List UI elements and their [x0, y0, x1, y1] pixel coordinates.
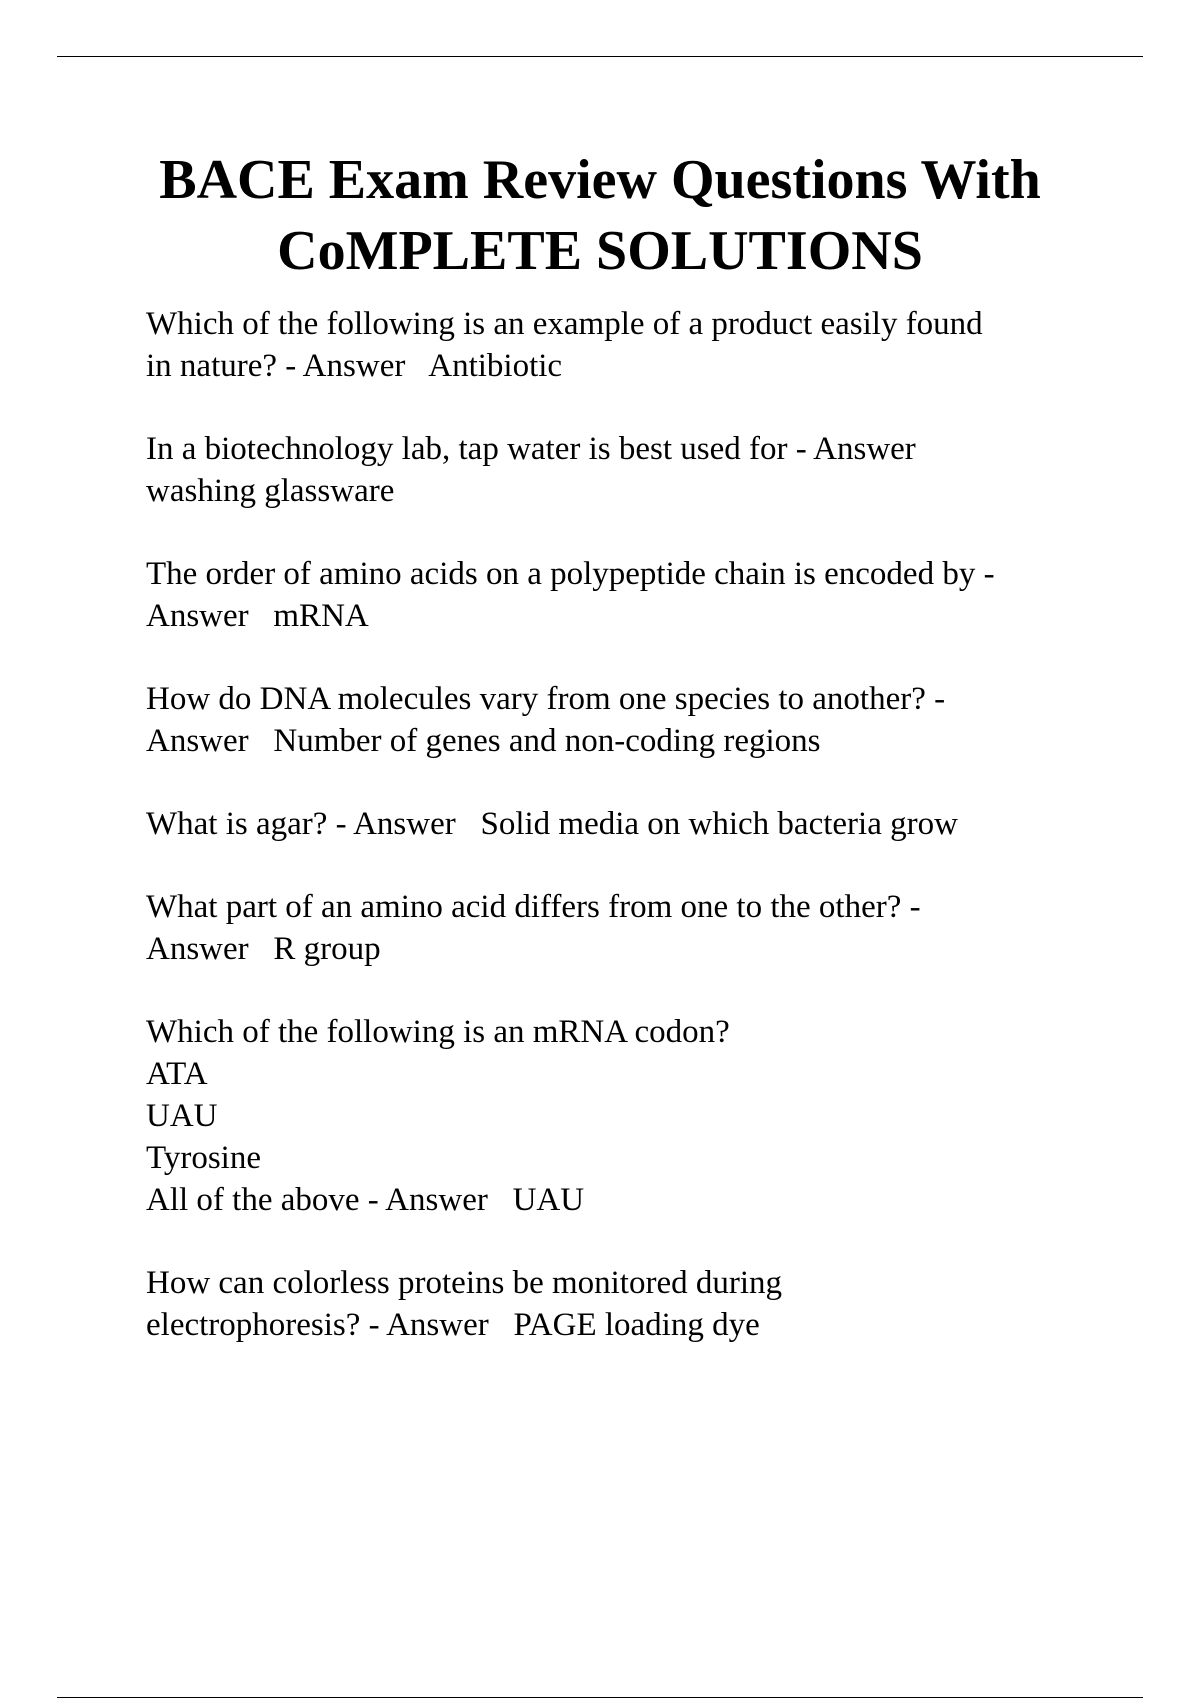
qa-line: Answer Number of genes and non-coding regions [146, 723, 821, 759]
qa-line: How do DNA molecules vary from one species to another? - [146, 681, 946, 717]
title-line-2: CoMPLETE SOLUTIONS [277, 220, 923, 282]
qa-item-2 [146, 428, 1106, 512]
qa-line: Which of the following is an mRNA codon? [146, 1014, 730, 1050]
qa-line: All of the above - Answer UAU [146, 1182, 585, 1218]
qa-line: Tyrosine [146, 1140, 262, 1176]
qa-item-8 [146, 1262, 1106, 1346]
qa-item-3 [146, 553, 1106, 637]
qa-line: What part of an amino acid differs from one to the other? - [146, 889, 921, 925]
qa-line: Which of the following is an example of a product easily found [146, 306, 983, 342]
qa-line: The order of amino acids on a polypeptide chain is encoded by - [146, 556, 995, 592]
qa-line: in nature? - Answer Antibiotic [146, 348, 563, 384]
qa-list [146, 303, 1106, 1387]
qa-line: Answer R group [146, 931, 381, 967]
qa-item-5 [146, 803, 1106, 845]
qa-line: electrophoresis? - Answer PAGE loading dye [146, 1307, 760, 1343]
qa-line: Answer mRNA [146, 598, 369, 634]
qa-line: washing glassware [146, 473, 395, 509]
footer-rule [57, 1697, 1143, 1698]
qa-line: What is agar? - Answer Solid media on which bacteria grow [146, 806, 958, 842]
qa-item-4 [146, 678, 1106, 762]
qa-line: In a biotechnology lab, tap water is best used for - Answer [146, 431, 916, 467]
qa-line: UAU [146, 1098, 218, 1134]
page-title [100, 145, 1100, 287]
qa-line: ATA [146, 1056, 208, 1092]
qa-item-7 [146, 1011, 1106, 1221]
title-line-1: BACE Exam Review Questions With [159, 149, 1041, 211]
qa-item-1 [146, 303, 1106, 387]
qa-item-6 [146, 886, 1106, 970]
header-rule [57, 56, 1143, 57]
qa-line: How can colorless proteins be monitored during [146, 1265, 783, 1301]
